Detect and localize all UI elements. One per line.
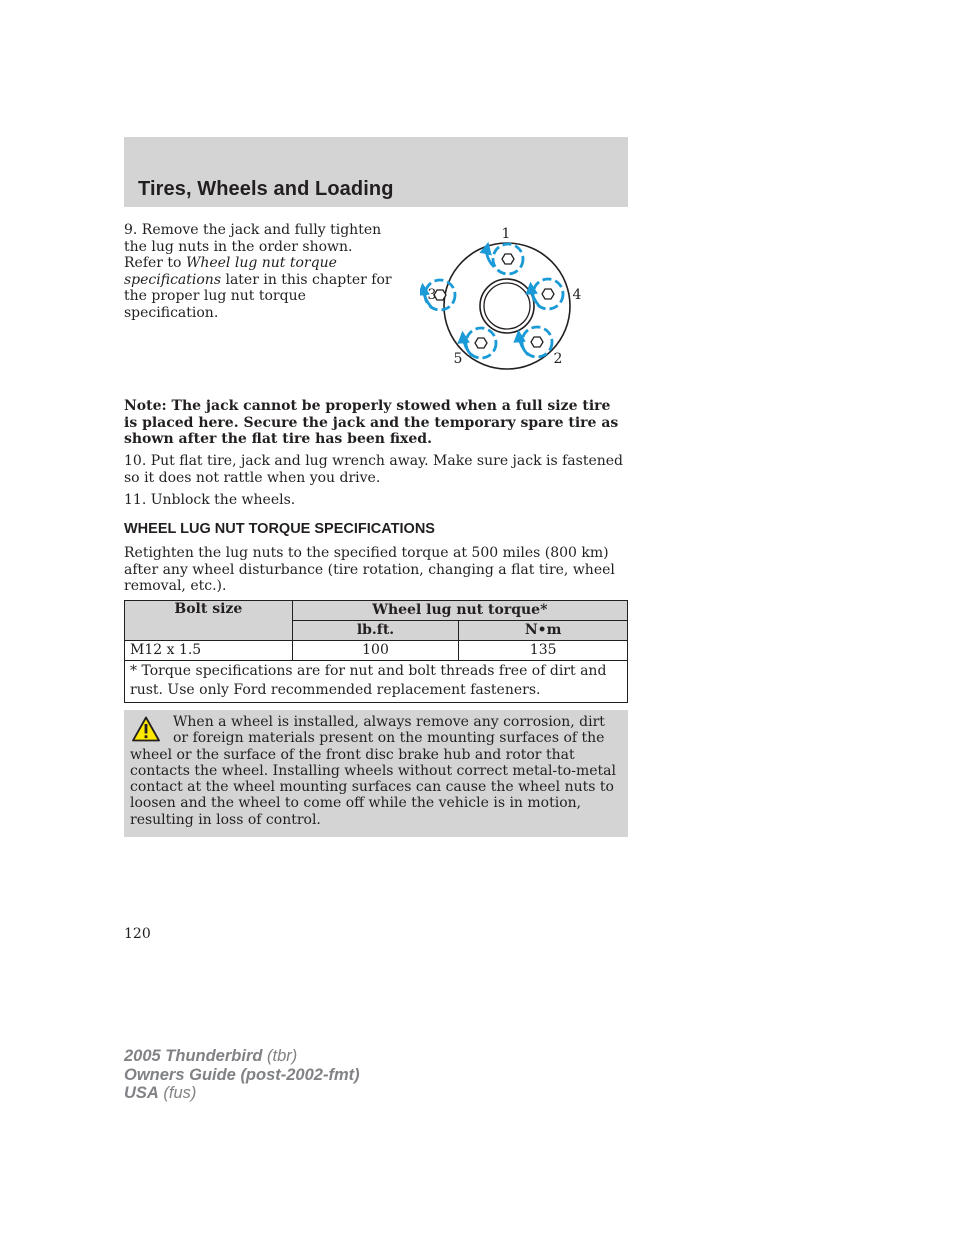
step-10-text: 10. Put flat tire, jack and lug wrench away. Make sure jack is fastened so it does not rattle when you drive. [124,453,624,486]
label-2: 2 [553,351,563,367]
step-9-after: later in this chapter for the proper lug nut torque specification. [124,271,392,321]
table-footnote: * Torque specifications are for nut and bolt threads free of dirt and rust. Use only Ford recommended replacement fasteners. [125,661,628,703]
footer-line-1 [124,1047,360,1066]
jack-note: Note: The jack cannot be properly stowed when a full size tire is placed here. Secure the jack and the temporary spare tire as shown after the flat tire has been fixed. [124,398,619,447]
cell-lbft: 100 [292,641,459,661]
col-header-bolt-size: Bolt size [125,601,293,641]
footer-model-code: (tbr) [262,1047,298,1065]
footer-market-code: (fus) [158,1084,197,1102]
footer-line-3 [124,1084,360,1103]
footer-model: 2005 Thunderbird [124,1047,263,1065]
table-header-row [125,601,628,621]
label-1: 1 [501,226,511,242]
label-3: 3 [427,287,437,303]
footer-line-2 [124,1066,360,1085]
lug-1-arrow [487,248,494,267]
cell-nm: 135 [459,641,628,661]
table-row [125,641,628,661]
col-header-torque: Wheel lug nut torque* [292,601,627,621]
header-band [124,137,628,207]
page-title: Tires, Wheels and Loading [138,178,394,200]
step-9-before: 9. Remove the jack and fully tighten the lug nuts in the order shown. Refer to [124,222,382,271]
wheel-diagram-svg [420,222,590,372]
page-number: 120 [124,926,151,942]
step-11-text: 11. Unblock the wheels. [124,492,296,508]
lug-nut-2 [531,337,543,347]
warning-text: When a wheel is installed, always remove any corrosion, dirt or foreign materials present on the mounting surfaces of the wheel or the surface of the front disc brake hub and rotor that contacts the wheel. Installing wheels without correct metal-to-metal contact at the wheel mounting surfaces can cause the wheel nuts to loosen and the wheel to come off while the vehicle is in motion, resulting in loss of control. [130,714,616,828]
hub-outer-ring [480,279,534,333]
label-5: 5 [453,351,463,367]
lug-nut-4 [542,289,554,299]
section-heading: WHEEL LUG NUT TORQUE SPECIFICATIONS [124,521,435,537]
footer-market: USA [124,1084,159,1102]
torque-spec-table [124,600,628,703]
table-footnote-row [125,661,628,703]
lug-nut-5 [475,338,487,348]
lug-nut-1 [502,254,514,264]
lug-4-arrow [531,288,540,307]
label-4: 4 [572,287,582,303]
lug-nut-sequence-diagram [420,222,590,372]
cell-bolt-size: M12 x 1.5 [125,641,293,661]
footer-guide: Owners Guide (post-2002-fmt) [124,1065,360,1084]
col-header-nm: N•m [459,621,628,641]
col-header-lbft: lb.ft. [292,621,459,641]
step-9-text [124,222,394,321]
warning-box [124,710,628,837]
document-footer [124,1047,360,1103]
torque-spec-reference: Wheel lug nut torque specifications [124,255,337,288]
retighten-text: Retighten the lug nuts to the specified torque at 500 miles (800 km) after any wheel disturbance (tire rotation, changing a flat tire, wheel removal, etc.). [124,545,615,594]
hub-inner-ring [484,283,530,329]
